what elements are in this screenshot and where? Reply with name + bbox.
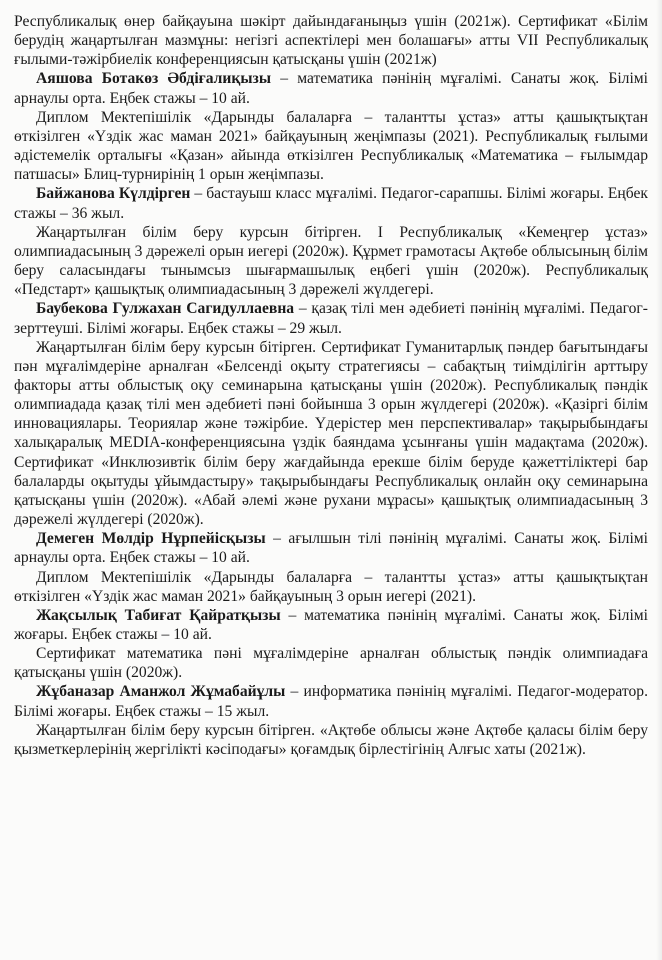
teacher-role: – бастауыш класс мұғалімі. Педагог-сарапшы. Білімі жоғары. Еңбек стажы – 36 жыл. (14, 185, 648, 222)
teacher-entry-heading (14, 184, 648, 222)
teacher-achievements: Сертификат математика пәні мұғалімдеріне арналған облыстық пәндік олимпиадаға қатысқаны үшін (2020ж). (14, 645, 648, 682)
teacher-achievements: Жаңартылған білім беру курсын бітірген. «Ақтөбе облысы және Ақтөбе қаласы білім беру қызметкерлерінің жергілікті кәсіподағы» қоғамдық бірлестігінің Алғыс хаты (2021ж). (14, 721, 648, 758)
teacher-entry-heading (14, 682, 648, 720)
teacher-achievements: Диплом Мектепішілік «Дарынды балаларға – талантты ұстаз» атты қашықтықтан өткізілген «Үздік жас маман 2021» байқауының жеңімпазы (2021). Республикалық ғылыми әдістемелік орталығы «Қазан» айында өткізілген Республикалық «Математика – ғылымдар патшасы» Блиц-турнирінің 1 орын жеңімпазы. (14, 108, 648, 184)
teacher-role: – қазақ тілі мен әдебиеті пәнінің мұғалімі. Педагог-зерттеуші. Білімі жоғары. Еңбек стажы – 29 жыл. (14, 300, 649, 337)
teacher-name: Демеген Мөлдір Нұрпейісқызы (36, 530, 266, 548)
teacher-role: – математика пәнінің мұғалімі. Санаты жоқ. Білімі жоғары. Еңбек стажы – 10 ай. (14, 606, 648, 643)
teacher-name: Жұбаназар Аманжол Жұмабайұлы (36, 683, 286, 701)
teacher-name: Байжанова Күлдірген (36, 185, 191, 203)
teacher-role: – математика пәнінің мұғалімі. Санаты жоқ. Білімі арнаулы орта. Еңбек стажы – 10 ай. (14, 70, 648, 107)
teacher-name: Жақсылық Табиғат Қайратқызы (36, 606, 281, 624)
teacher-name: Аяшова Ботакөз Әбдіғалиқызы (36, 70, 271, 88)
scan-edge-shadow (656, 0, 662, 960)
teacher-name: Баубекова Гулжахан Сагидуллаевна (36, 300, 295, 318)
teacher-entry-heading (14, 529, 648, 567)
teacher-entry-heading (14, 69, 648, 107)
teacher-role: – информатика пәнінің мұғалімі. Педагог-модератор. Білімі жоғары. Еңбек стажы – 15 жыл. (14, 683, 648, 720)
document-body (14, 12, 648, 759)
teacher-role: – ағылшын тілі пәнінің мұғалімі. Санаты жоқ. Білімі арнаулы орта. Еңбек стажы – 10 ай. (14, 530, 648, 567)
intro-paragraph: Республикалық өнер байқауына шәкірт дайындағаныңыз үшін (2021ж). Сертификат «Білім берудің жаңартылған мазмұны: негізгі аспектілері мен болашағы» атты VII Республикалық ғылыми-тәжірбиелік конференциясын қатысқаны үшін (2021ж) (14, 13, 648, 69)
teacher-achievements: Жаңартылған білім беру курсын бітірген. I Республикалық «Кемеңгер ұстаз» олимпиадасының 3 дәрежелі орын иегері (2020ж). Құрмет грамотасы Ақтөбе облысының білім беру саласындағы тынымсыз шығармашылық еңбегі үшін (2020ж). Республикалық «Педстарт» қашықтық олимпиадасының 3 дәрежелі жүлдегері. (14, 223, 648, 299)
teacher-entry-heading (14, 606, 648, 644)
teacher-entry-heading (14, 299, 648, 337)
teacher-achievements: Диплом Мектепішілік «Дарынды балаларға – талантты ұстаз» атты қашықтықтан өткізілген «Үздік жас маман 2021» байқауының 3 орын иегері (2021). (14, 568, 648, 605)
teacher-achievements: Жаңартылған білім беру курсын бітірген. Сертификат Гуманитарлық пәндер бағытындағы пән мұғалімдеріне арналған «Белсенді оқыту стратегиясы – сабақтың тиімділігін арттыру факторы атты облыстық оқу семинарына қатысқаны үшін (2020ж). Республикалық пәндік олимпиадада қазақ тілі мен әдебиеті пәні бойынша 3 орын жүлдегері (2020ж). «Қазіргі білім инновациялары. Теориялар және тәжірбие. Үдерістер мен перспективалар» тақырыбындағы халықаралық MEDIA-конференциясына үздік баяндама ұсынғаны үшін мадақтама (2020ж). Сертификат «Инклюзивтік білім беру жағдайында ерекше білім беруде қажеттіліктері бар балаларды оқытуды ұйымдастыру» тақырыбындағы Республикалық онлайн оқу семинарына қатысқаны үшін (2020ж). «Абай әлемі және рухани мұрасы» қашықтық олимпиадасының 3 дәрежелі жүлдегері (2020ж). (14, 338, 648, 529)
